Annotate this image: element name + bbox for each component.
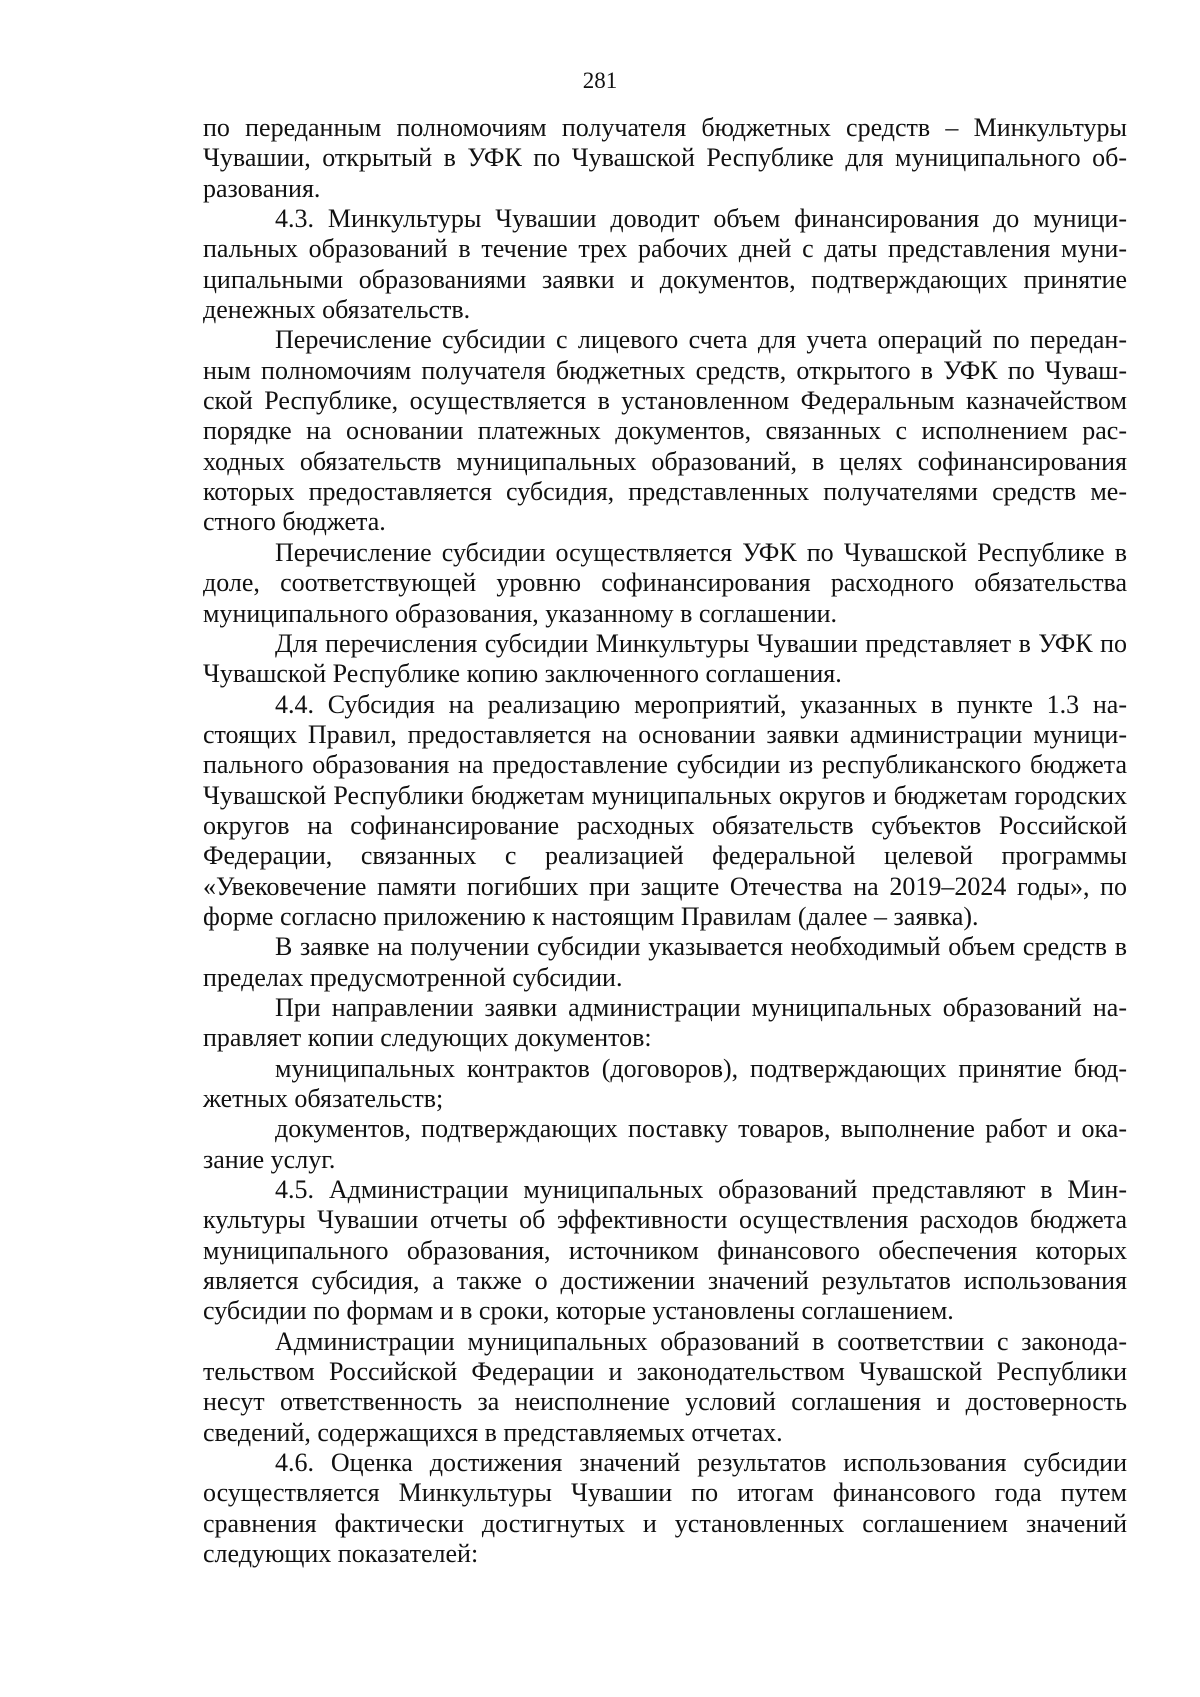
paragraph: 4.3. Минкультуры Чувашии доводит объем финансирования до муниципальных образований в течение трех рабочих дней с даты представления муниципальными образованиями заявки и документов, подтверждающих принятие денежных обязательств. xyxy=(203,204,1127,325)
paragraph: Для перечисления субсидии Минкультуры Чувашии представляет в УФК по Чувашской Республике копию заключенного соглашения. xyxy=(203,628,1127,689)
paragraph: 4.4. Субсидия на реализацию мероприятий, указанных в пункте 1.3 настоящих Правил, предоставляется на основании заявки администрации муниципального образования на предоставление субсидии из республиканского бюджета Чувашской Республики бюджетам муниципальных округов и бюджетам городских округов на софинансирование расходных обязательств субъектов Российской Федерации, связанных с реализацией федеральной целевой программы «Увековечение памяти погибших при защите Отечества на 2019–2024 годы», по форме согласно приложению к настоящим Правилам (далее – заявка). xyxy=(203,689,1127,931)
paragraph: Администрации муниципальных образований в соответствии с законодательством Российской Федерации и законодательством Чувашской Республики несут ответственность за неисполнение условий соглашения и достоверность сведений, содержащихся в представляемых отчетах. xyxy=(203,1326,1127,1447)
paragraph: Перечисление субсидии осуществляется УФК по Чувашской Республике в доле, соответствующей уровню софинансирования расходного обязательства муниципального образования, указанному в соглашении. xyxy=(203,537,1127,628)
paragraph: В заявке на получении субсидии указывается необходимый объем средств в пределах предусмотренной субсидии. xyxy=(203,932,1127,992)
page-number: 281 xyxy=(582,68,618,93)
paragraph: 4.5. Администрации муниципальных образований представляют в Минкультуры Чувашии отчеты об эффективности осуществления расходов бюджета муниципального образования, источником финансового обеспечения которых является субсидия, а также о достижении значений результатов использования субсидии по формам и в сроки, которые установлены соглашением. xyxy=(203,1175,1127,1326)
paragraph: Перечисление субсидии с лицевого счета для учета операций по переданным полномочиям получателя бюджетных средств, открытого в УФК по Чувашской Республике, осуществляется в установленном Федеральным казначейством порядке на основании платежных документов, связанных с исполнением расходных обязательств муниципальных образований, в целях софинансирования которых предоставляется субсидия, представленных получателями средств местного бюджета. xyxy=(203,325,1127,537)
paragraph: по переданным полномочиям получателя бюджетных средств – Минкультуры Чувашии, открытый в УФК по Чувашской Республике для муниципального образования. xyxy=(203,113,1127,203)
paragraph: 4.6. Оценка достижения значений результатов использования субсидии осуществляется Минкультуры Чувашии по итогам финансового года путем сравнения фактически достигнутых и установленных соглашением значений следующих показателей: xyxy=(203,1448,1127,1569)
paragraph: При направлении заявки администрации муниципальных образований направляет копии следующих документов: xyxy=(203,992,1127,1053)
paragraph: документов, подтверждающих поставку товаров, выполнение работ и оказание услуг. xyxy=(203,1114,1127,1174)
document-body xyxy=(203,113,1127,1570)
paragraph: муниципальных контрактов (договоров), подтверждающих принятие бюджетных обязательств; xyxy=(203,1053,1127,1113)
